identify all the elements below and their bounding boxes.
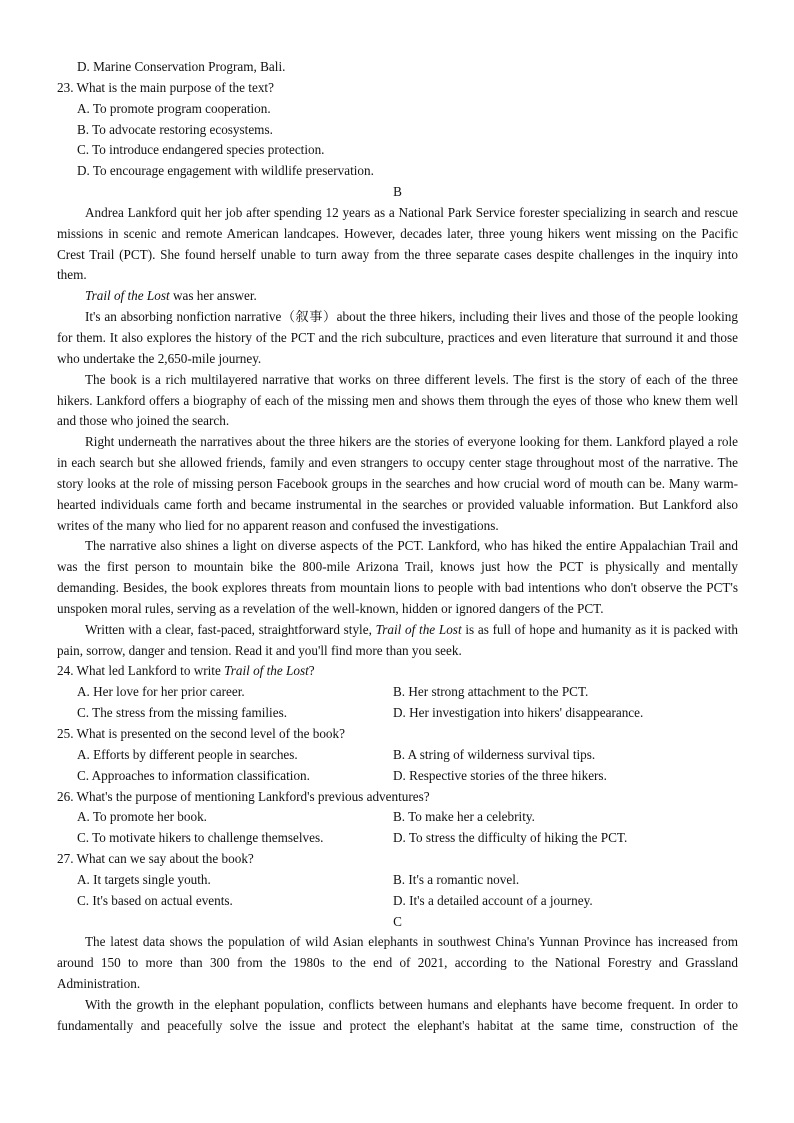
section-b-paragraph-6: The narrative also shines a light on diverse aspects of the PCT. Lankford, who has hiked the entire Appalachian Trail and was the first person to mountain bike the 800-mile Arizona Trail, knows just how the PCT is physically and mentally demanding. Besides, the book explores threats from mountain lions to people with bad intentions who don't observe the PCT's unspoken moral rules, serving as a revelation of the well-known, hidden or ignored dangers of the PCT. — [57, 538, 738, 616]
q27-options-row-2 — [57, 891, 738, 912]
q23-option-a: A. To promote program cooperation. — [77, 100, 271, 116]
q26-option-a: A. To promote her book. — [77, 809, 207, 825]
q25-options-row-2 — [57, 766, 738, 787]
book-title: Trail of the Lost — [224, 663, 309, 679]
paragraph-text: was her answer. — [169, 288, 257, 304]
q22-option-d: D. Marine Conservation Program, Bali. — [77, 59, 286, 74]
q24-question — [57, 661, 738, 682]
q23-option-c: C. To introduce endangered species protection. — [77, 142, 325, 158]
q26-question: 26. What's the purpose of mentioning Lankford's previous adventures? — [57, 788, 430, 804]
exam-page — [57, 57, 738, 1037]
q24-options-row-1 — [57, 682, 738, 703]
paragraph-text: Written with a clear, fast-paced, straightforward style, — [85, 621, 376, 637]
q25-option-d: D. Respective stories of the three hikers. — [393, 767, 607, 783]
section-b-paragraph-5: Right underneath the narratives about the three hikers are the stories of everyone looking for them. Lankford played a role in each search but she allowed friends, family and even strangers to occupy center stage throughout most of the narrative. The story looks at the role of missing person Facebook groups in the searches and how crucial word of mouth can be. Many warm-hearted individuals came forth and became instrumental in the searches or provided valuable information. But Lankford also writes of the many who lied for no apparent reason and confused the investigations. — [57, 434, 738, 533]
section-b-paragraph-2 — [57, 286, 738, 307]
q24-option-b: B. Her strong attachment to the PCT. — [393, 684, 589, 700]
q27-question: 27. What can we say about the book? — [57, 851, 254, 867]
section-c-paragraph-1: The latest data shows the population of wild Asian elephants in southwest China's Yunnan Province has increased from around 150 to more than 300 from the 1980s to the end of 2021, according to the National Forestry and Grassland Administration. — [57, 934, 738, 992]
q23-option-b: B. To advocate restoring ecosystems. — [77, 121, 273, 137]
q26-option-d: D. To stress the difficulty of hiking the PCT. — [393, 830, 628, 846]
question-mark: ? — [308, 663, 315, 679]
q25-question: 25. What is presented on the second level of the book? — [57, 726, 345, 741]
q25-options-row-1 — [57, 745, 738, 766]
paragraph-text: is as full of hope and humanity as it is packed with pain, sorrow, danger and tension. Read it and you'll find more than you seek. — [57, 621, 738, 658]
q25-option-b: B. A string of wilderness survival tips. — [393, 746, 596, 762]
q24-option-c: C. The stress from the missing families. — [77, 705, 288, 721]
book-title: Trail of the Lost — [85, 288, 170, 304]
q24-option-a: A. Her love for her prior career. — [77, 684, 245, 700]
q27-options-row-1 — [57, 870, 738, 891]
q24-options-row-2 — [57, 703, 738, 724]
section-b-paragraph-7 — [57, 620, 738, 662]
q27-option-c: C. It's based on actual events. — [77, 892, 233, 908]
section-b-paragraph-4: The book is a rich multilayered narrative that works on three different levels. The first is the story of each of the three hikers. Lankford offers a biography of each of the missing men and shows them through the eyes of those who knew them well and those who joined the search. — [57, 371, 738, 429]
q26-option-c: C. To motivate hikers to challenge themselves. — [77, 830, 324, 846]
q24-option-d: D. Her investigation into hikers' disappearance. — [393, 705, 644, 721]
question-text: 24. What led Lankford to write — [57, 663, 225, 679]
q26-option-b: B. To make her a celebrity. — [393, 809, 535, 825]
q26-options-row-1 — [57, 807, 738, 828]
section-c-paragraph-2: With the growth in the elephant population, conflicts between humans and elephants have become frequent. In order to fundamentally and peacefully solve the issue and protect the elephant's habitat at the same time, construction of the — [57, 996, 738, 1033]
section-b-paragraph-1: Andrea Lankford quit her job after spending 12 years as a National Park Service forester specializing in search and rescue missions in scenic and remote American landcapes. However, decades later, three young hikers went missing on the Pacific Crest Trail (PCT). She found herself unable to turn away from the three separate cases despite challenges in the inquiry into them. — [57, 204, 738, 283]
q26-options-row-2 — [57, 828, 738, 849]
section-b-heading: B — [393, 184, 402, 200]
q23-question: 23. What is the main purpose of the text? — [57, 79, 274, 95]
q25-option-c: C. Approaches to information classification. — [77, 767, 310, 783]
section-b-paragraph-3: It's an absorbing nonfiction narrative（叙事）about the three hikers, including their lives and those of the people looking for them. It also explores the history of the PCT and the rich subculture, practices and even literature that surround it and those who undertake the 2,650-mile journey. — [57, 309, 738, 366]
book-title: Trail of the Lost — [375, 621, 462, 637]
q27-option-b: B. It's a romantic novel. — [393, 871, 520, 887]
section-c-heading: C — [393, 913, 402, 929]
q27-option-d: D. It's a detailed account of a journey. — [393, 892, 593, 908]
q25-option-a: A. Efforts by different people in searches. — [77, 746, 298, 762]
q23-option-d: D. To encourage engagement with wildlife preservation. — [77, 163, 374, 179]
q27-option-a: A. It targets single youth. — [77, 871, 211, 887]
